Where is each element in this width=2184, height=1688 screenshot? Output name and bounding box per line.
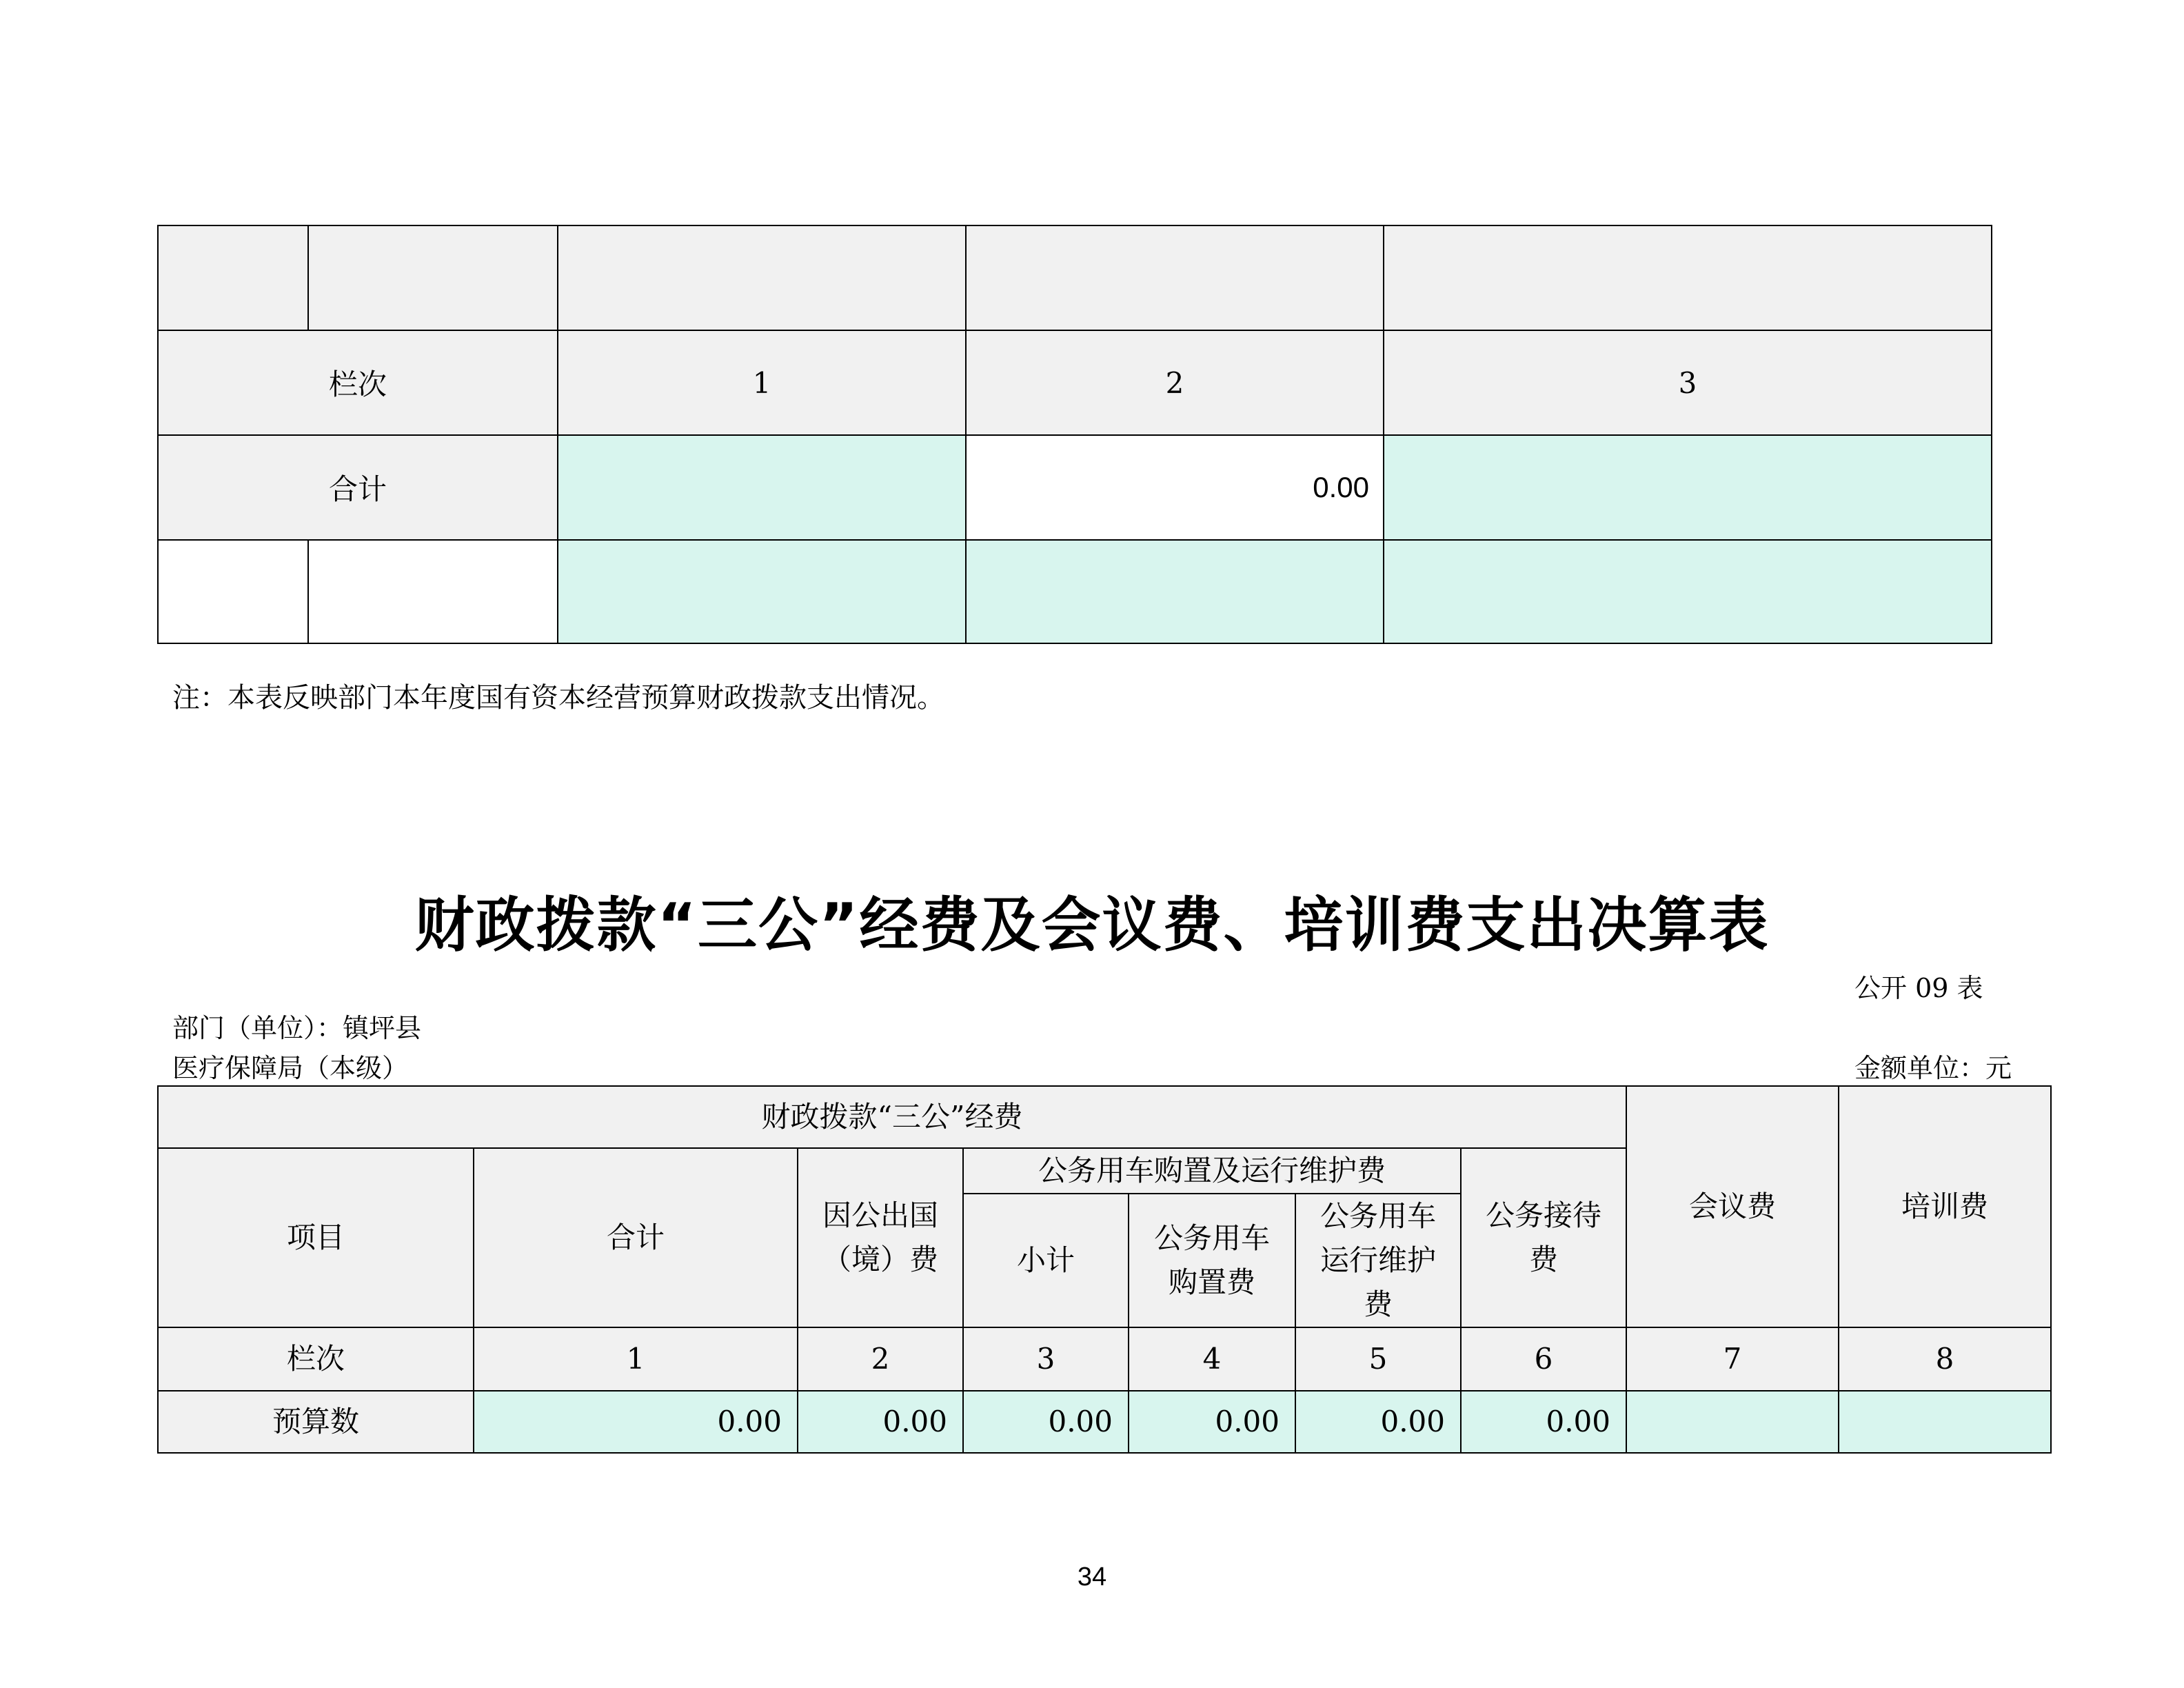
header-vehicle-group: 公务用车购置及运行维护费 <box>963 1148 1461 1194</box>
col-number: 3 <box>963 1327 1129 1391</box>
total-cell-3[interactable] <box>1384 435 1992 540</box>
department-line-1: 部门（单位）：镇坪县 <box>172 1013 422 1043</box>
header-training: 培训费 <box>1839 1086 2051 1327</box>
header-travel-abroad: 因公出国（境）费 <box>798 1148 963 1327</box>
header-cell <box>308 225 558 330</box>
total-cell-1[interactable] <box>558 435 966 540</box>
department-line-2: 医疗保障局（本级） <box>172 1053 409 1083</box>
total-cell-2[interactable]: 0.00 <box>966 435 1384 540</box>
header-meeting: 会议费 <box>1626 1086 1839 1327</box>
code-cell[interactable] <box>158 540 308 643</box>
header-cell <box>158 225 308 330</box>
col-number: 6 <box>1461 1327 1626 1391</box>
col-number: 2 <box>798 1327 963 1391</box>
header-cell <box>1384 225 1992 330</box>
row-label-total: 合计 <box>158 435 558 540</box>
col-number: 2 <box>966 330 1384 435</box>
header-item: 项目 <box>158 1148 474 1327</box>
value-cell[interactable] <box>1384 540 1992 643</box>
header-total: 合计 <box>474 1148 798 1327</box>
table-note: 注：本表反映部门本年度国有资本经营预算财政拨款支出情况。 <box>172 682 944 714</box>
three-public-expenses-table <box>157 1085 2052 1454</box>
budget-meeting-cell[interactable] <box>1626 1391 1839 1453</box>
table-code: 公开 09 表 <box>1854 973 1983 1003</box>
value-cell[interactable] <box>966 540 1384 643</box>
value-cell[interactable] <box>558 540 966 643</box>
row-label-budget: 预算数 <box>158 1391 474 1453</box>
col-number: 3 <box>1384 330 1992 435</box>
budget-reception-cell[interactable]: 0.00 <box>1461 1391 1626 1453</box>
col-number: 1 <box>474 1327 798 1391</box>
budget-vehicle-maintenance-cell[interactable]: 0.00 <box>1295 1391 1461 1453</box>
header-cell <box>966 225 1384 330</box>
header-reception: 公务接待费 <box>1461 1148 1626 1327</box>
col-number: 8 <box>1839 1327 2051 1391</box>
page-title: 财政拨款“三公”经费及会议费、培训费支出决算表 <box>414 891 1770 960</box>
capital-budget-table <box>157 225 1992 644</box>
table-header-row <box>158 225 1992 330</box>
group-header-row <box>158 1086 2051 1148</box>
table-row <box>158 540 1992 643</box>
header-vehicle-purchase: 公务用车购置费 <box>1129 1194 1295 1327</box>
budget-subtotal-cell[interactable]: 0.00 <box>963 1391 1129 1453</box>
budget-training-cell[interactable] <box>1839 1391 2051 1453</box>
col-number: 4 <box>1129 1327 1295 1391</box>
header-vehicle-maintenance: 公务用车运行维护费 <box>1295 1194 1461 1327</box>
budget-total-cell[interactable]: 0.00 <box>474 1391 798 1453</box>
row-label-lanci: 栏次 <box>158 330 558 435</box>
group-header: 财政拨款“三公”经费 <box>158 1086 1626 1148</box>
col-number: 5 <box>1295 1327 1461 1391</box>
header-subtotal: 小计 <box>963 1194 1129 1327</box>
column-number-row <box>158 1327 2051 1391</box>
row-label-lanci: 栏次 <box>158 1327 474 1391</box>
budget-travel-abroad-cell[interactable]: 0.00 <box>798 1391 963 1453</box>
column-number-row <box>158 330 1992 435</box>
name-cell[interactable] <box>308 540 558 643</box>
page-number: 34 <box>1077 1563 1107 1591</box>
header-cell <box>558 225 966 330</box>
budget-row <box>158 1391 2051 1453</box>
total-row <box>158 435 1992 540</box>
col-number: 7 <box>1626 1327 1839 1391</box>
amount-unit: 金额单位：元 <box>1854 1053 2012 1083</box>
col-number: 1 <box>558 330 966 435</box>
budget-vehicle-purchase-cell[interactable]: 0.00 <box>1129 1391 1295 1453</box>
